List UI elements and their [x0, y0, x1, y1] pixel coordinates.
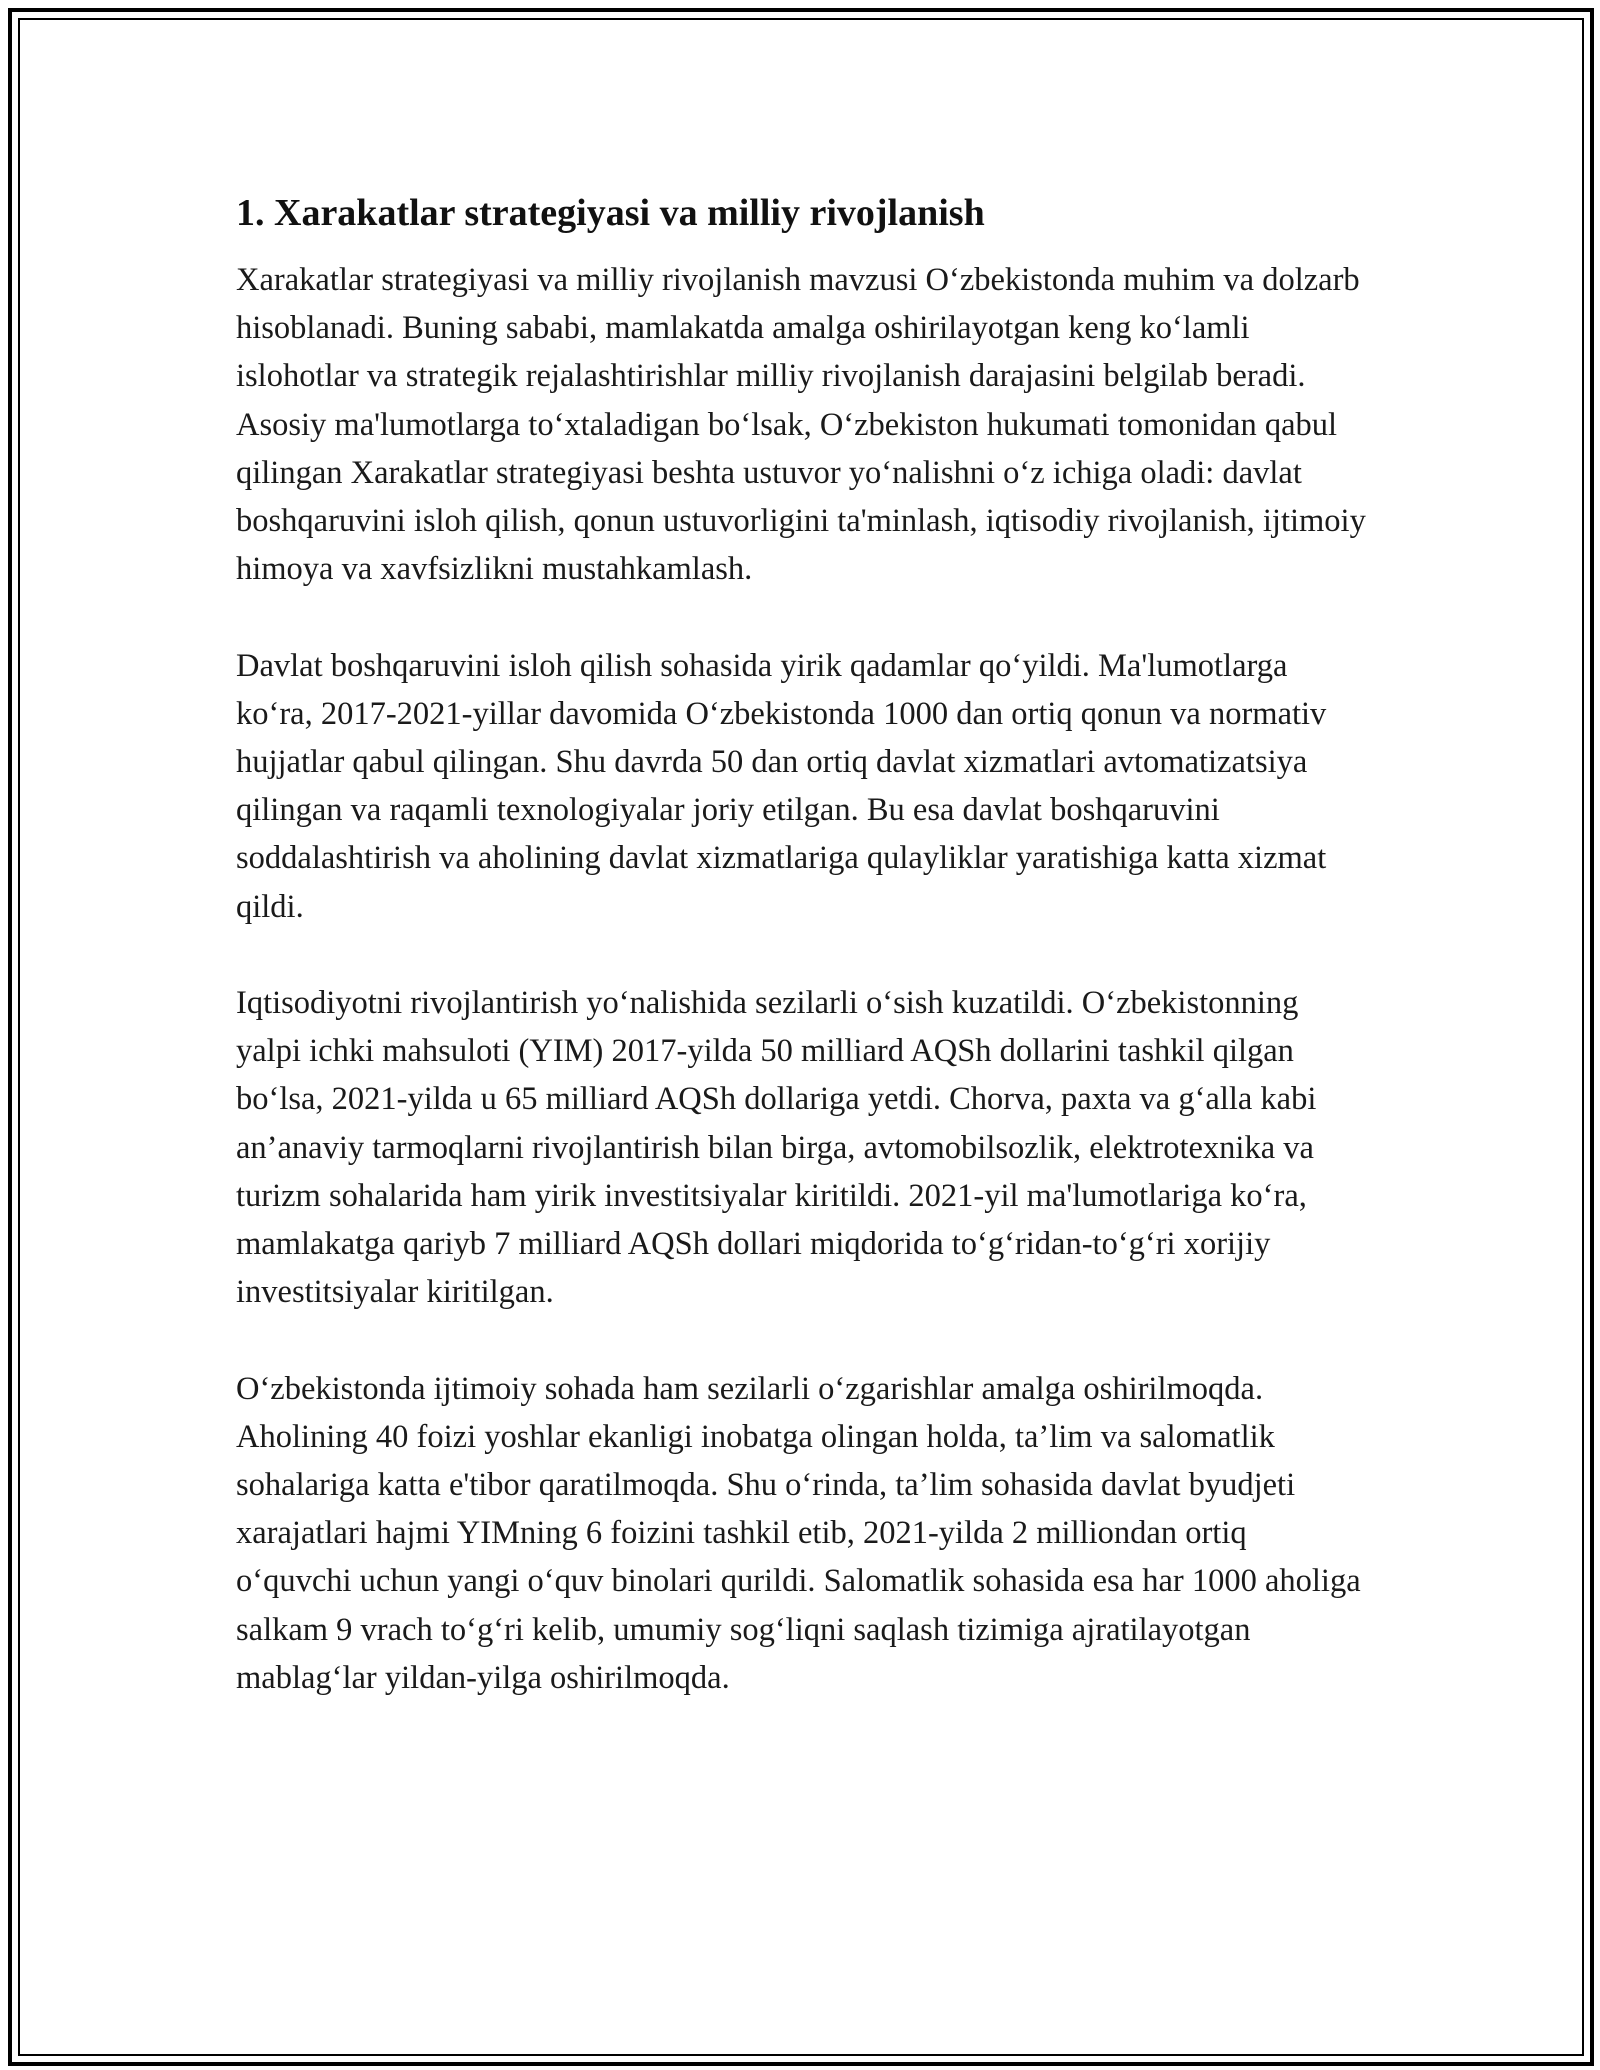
paragraph-social: O‘zbekistonda ijtimoiy sohada ham sezilarli o‘zgarishlar amalga oshirilmoqda. Aholining 40 foizi yoshlar ekanligi inobatga olingan holda, ta’lim va salomatlik sohalariga katta e'tibor qaratilmoqda. Shu o‘rinda, ta’lim sohasida davlat byudjeti xarajatlari hajmi YIMning 6 foizini tashkil etib, 2021-yilda 2 milliondan ortiq o‘quvchi uchun yangi o‘quv binolari qurildi. Salomatlik sohasida esa har 1000 aholiga salkam 9 vrach to‘g‘ri kelib, umumiy sog‘liqni saqlash tizimiga ajratilayotgan mablag‘lar yildan-yilga oshirilmoqda. [236, 1370, 1361, 1696]
section-heading: 1. Xarakatlar strategiyasi va milliy rivojlanish [236, 192, 985, 234]
document-body [236, 188, 1366, 1702]
paragraph-governance: Davlat boshqaruvini isloh qilish sohasida yirik qadamlar qo‘yildi. Ma'lumotlarga ko‘ra, 2017-2021-yillar davomida O‘zbekistonda 1000 dan ortiq qonun va normativ hujjatlar qabul qilingan. Shu davrda 50 dan ortiq davlat xizmatlari avtomatizatsiya qilingan va raqamli texnologiyalar joriy etilgan. Bu esa davlat boshqaruvini soddalashtirish va aholining davlat xizmatlariga qulayliklar yaratishiga katta xizmat qildi. [236, 647, 1327, 925]
paragraph-economy: Iqtisodiyotni rivojlantirish yo‘nalishida sezilarli o‘sish kuzatildi. O‘zbekistonning yalpi ichki mahsuloti (YIM) 2017-yilda 50 milliard AQSh dollarini tashkil qilgan bo‘lsa, 2021-yilda u 65 milliard AQSh dollariga yetdi. Chorva, paxta va g‘alla kabi an’anaviy tarmoqlarni rivojlantirish bilan birga, avtomobilsozlik, elektrotexnika va turizm sohalarida ham yirik investitsiyalar kiritildi. 2021-yil ma'lumotlariga ko‘ra, mamlakatga qariyb 7 milliard AQSh dollari miqdorida to‘g‘ridan-to‘g‘ri xorijiy investitsiyalar kiritilgan. [236, 985, 1317, 1311]
paragraph-intro: Xarakatlar strategiyasi va milliy rivojlanish mavzusi O‘zbekistonda muhim va dolzarb hisoblanadi. Buning sababi, mamlakatda amalga oshirilayotgan keng ko‘lamli islohotlar va strategik rejalashtirishlar milliy rivojlanish darajasini belgilab beradi. Asosiy ma'lumotlarga to‘xtaladigan bo‘lsak, O‘zbekiston hukumati tomonidan qabul qilingan Xarakatlar strategiyasi beshta ustuvor yo‘nalishni o‘z ichiga oladi: davlat boshqaruvini isloh qilish, qonun ustuvorligini ta'minlash, iqtisodiy rivojlanish, ijtimoiy himoya va xavfsizlikni mustahkamlash. [236, 262, 1366, 588]
